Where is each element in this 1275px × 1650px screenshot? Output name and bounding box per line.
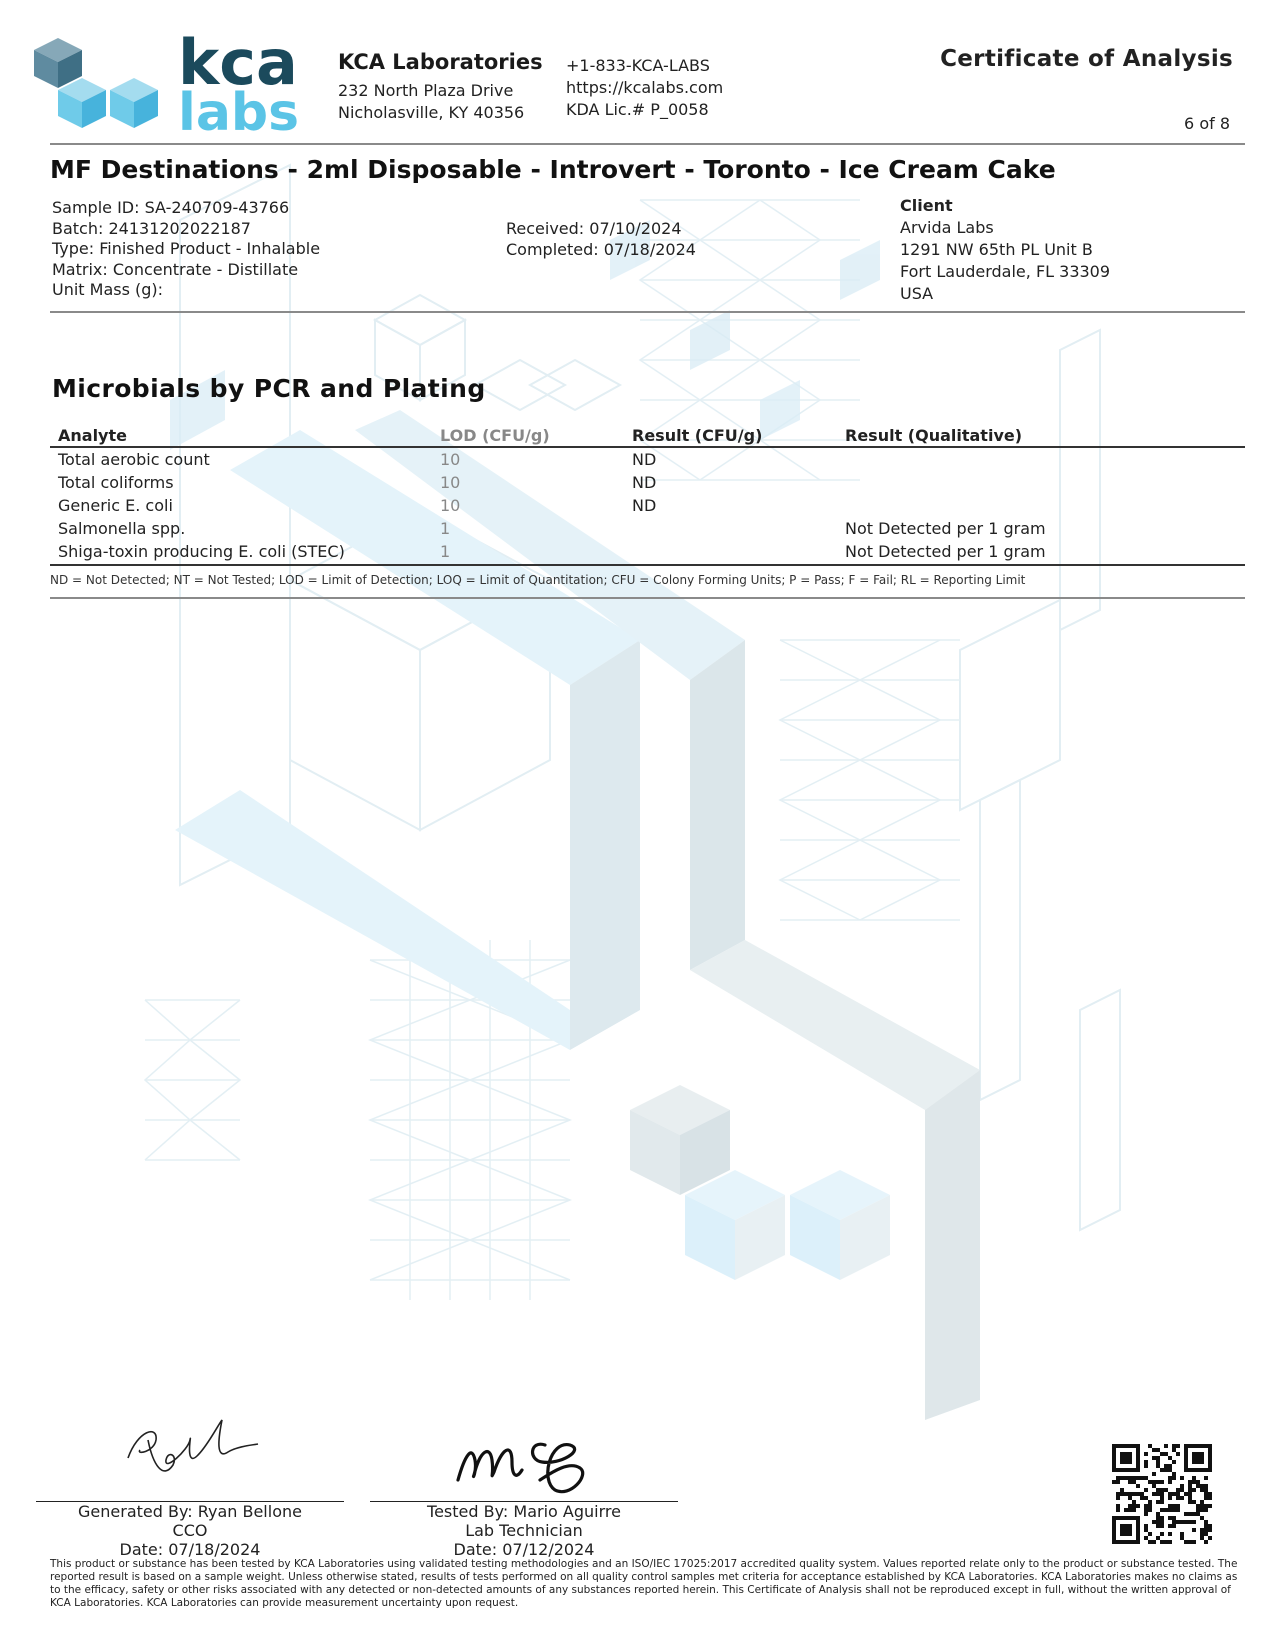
generated-by-block xyxy=(36,1502,344,1559)
product-title: MF Destinations - 2ml Disposable - Introvert - Toronto - Ice Cream Cake xyxy=(50,155,1056,184)
document-title: Certificate of Analysis xyxy=(940,46,1233,72)
result-cell xyxy=(624,517,837,540)
client-details xyxy=(900,195,1110,305)
table-bottom-rule xyxy=(50,564,1245,566)
lod-cell: 10 xyxy=(440,473,461,492)
lod-cell: 10 xyxy=(440,450,461,469)
result-cell: ND xyxy=(632,496,657,515)
generated-by-title: CCO xyxy=(172,1521,208,1540)
lod-cell: 1 xyxy=(440,519,451,538)
client-address-line2: Fort Lauderdale, FL 33309 xyxy=(900,262,1111,281)
client-heading: Client xyxy=(900,196,953,215)
sample-id: Sample ID: SA-240709-43766 xyxy=(52,198,290,217)
unit-mass: Unit Mass (g): xyxy=(52,280,164,299)
analyte-cell: Shiga-toxin producing E. coli (STEC) xyxy=(58,542,345,561)
table-row xyxy=(50,471,1245,494)
qr-code[interactable] xyxy=(1112,1444,1212,1544)
lab-address-line1: 232 North Plaza Drive xyxy=(338,81,514,100)
column-header-qualitative: Result (Qualitative) xyxy=(837,424,1245,447)
analyte-cell: Generic E. coli xyxy=(58,496,173,515)
disclaimer-text: This product or substance has been tested by KCA Laboratories using validated testing methodologies and an ISO/IEC 17025:2017 accredited quality system. Values reported relate only to the product or substance tested. The reported result is based on a sample weight. Unless otherwise stated, results of tests performed on all quality control samples met criteria for acceptance established by KCA Laboratories. KCA Laboratories makes no claims as to the efficacy, safety or other risks associated with any detected or non-detected amounts of any substances reported herein. This Certificate of Analysis shall not be reproduced except in full, without the written approval of KCA Laboratories. KCA Laboratories can provide measurement uncertainty upon request. xyxy=(50,1558,1238,1609)
page-number: 6 of 8 xyxy=(1184,114,1230,133)
analyte-cell: Total aerobic count xyxy=(58,450,210,469)
abbreviation-legend: ND = Not Detected; NT = Not Tested; LOD = Limit of Detection; LOQ = Limit of Quantitation; CFU = Colony Forming Units; P = Pass; F = Fail; RL = Reporting Limit xyxy=(50,573,1026,587)
analyte-cell: Salmonella spp. xyxy=(58,519,186,538)
lab-address-line2: Nicholasville, KY 40356 xyxy=(338,103,525,122)
result-cell: ND xyxy=(632,450,657,469)
qualitative-cell xyxy=(837,494,1245,517)
qualitative-cell: Not Detected per 1 gram xyxy=(845,542,1046,561)
client-name: Arvida Labs xyxy=(900,218,994,237)
completed-date: Completed: 07/18/2024 xyxy=(506,239,696,259)
logo-labs-text: labs xyxy=(178,83,300,136)
column-header-result: Result (CFU/g) xyxy=(624,424,837,447)
batch: Batch: 24131202022187 xyxy=(52,218,251,238)
lod-cell: 1 xyxy=(440,542,451,561)
details-divider xyxy=(50,311,1245,313)
header-divider xyxy=(50,143,1245,145)
section-divider xyxy=(50,597,1245,599)
analyte-cell: Total coliforms xyxy=(58,473,174,492)
tested-by-name: Tested By: Mario Aguirre xyxy=(427,1502,621,1521)
client-address-line1: 1291 NW 65th PL Unit B xyxy=(900,240,1093,259)
client-country: USA xyxy=(900,284,934,303)
received-date: Received: 07/10/2024 xyxy=(506,219,682,238)
lod-cell: 10 xyxy=(440,496,461,515)
qualitative-cell: Not Detected per 1 gram xyxy=(845,519,1046,538)
lab-license: KDA Lic.# P_0058 xyxy=(566,100,709,119)
lab-name: KCA Laboratories xyxy=(338,50,543,74)
lab-website[interactable]: https://kcalabs.com xyxy=(566,78,724,97)
kca-labs-logo xyxy=(30,28,315,136)
microbials-table xyxy=(50,424,1245,563)
result-cell: ND xyxy=(632,473,657,492)
sample-details xyxy=(52,198,320,301)
logo-kca-text: kca xyxy=(178,28,298,99)
table-header-row xyxy=(50,424,1245,447)
qualitative-cell xyxy=(837,447,1245,471)
lab-phone: +1-833-KCA-LABS xyxy=(566,56,710,75)
matrix: Matrix: Concentrate - Distillate xyxy=(52,259,299,279)
result-cell xyxy=(624,540,837,563)
table-row xyxy=(50,517,1245,540)
tested-by-title: Lab Technician xyxy=(465,1521,583,1540)
signature-ryan-bellone xyxy=(118,1410,268,1485)
generated-by-name: Generated By: Ryan Bellone xyxy=(78,1502,302,1521)
lab-address xyxy=(338,80,524,124)
table-row xyxy=(50,494,1245,517)
section-title: Microbials by PCR and Plating xyxy=(52,374,486,403)
tested-by-date: Date: 07/12/2024 xyxy=(453,1540,595,1559)
table-row xyxy=(50,447,1245,471)
tested-by-block xyxy=(370,1502,678,1559)
column-header-lod: LOD (CFU/g) xyxy=(432,424,624,447)
table-row xyxy=(50,540,1245,563)
column-header-analyte: Analyte xyxy=(50,424,432,447)
generated-by-date: Date: 07/18/2024 xyxy=(119,1540,261,1559)
lab-contact xyxy=(566,55,723,121)
sample-dates xyxy=(506,219,696,260)
type: Type: Finished Product - Inhalable xyxy=(52,239,321,258)
qualitative-cell xyxy=(837,471,1245,494)
signature-mario-aguirre xyxy=(450,1420,610,1495)
